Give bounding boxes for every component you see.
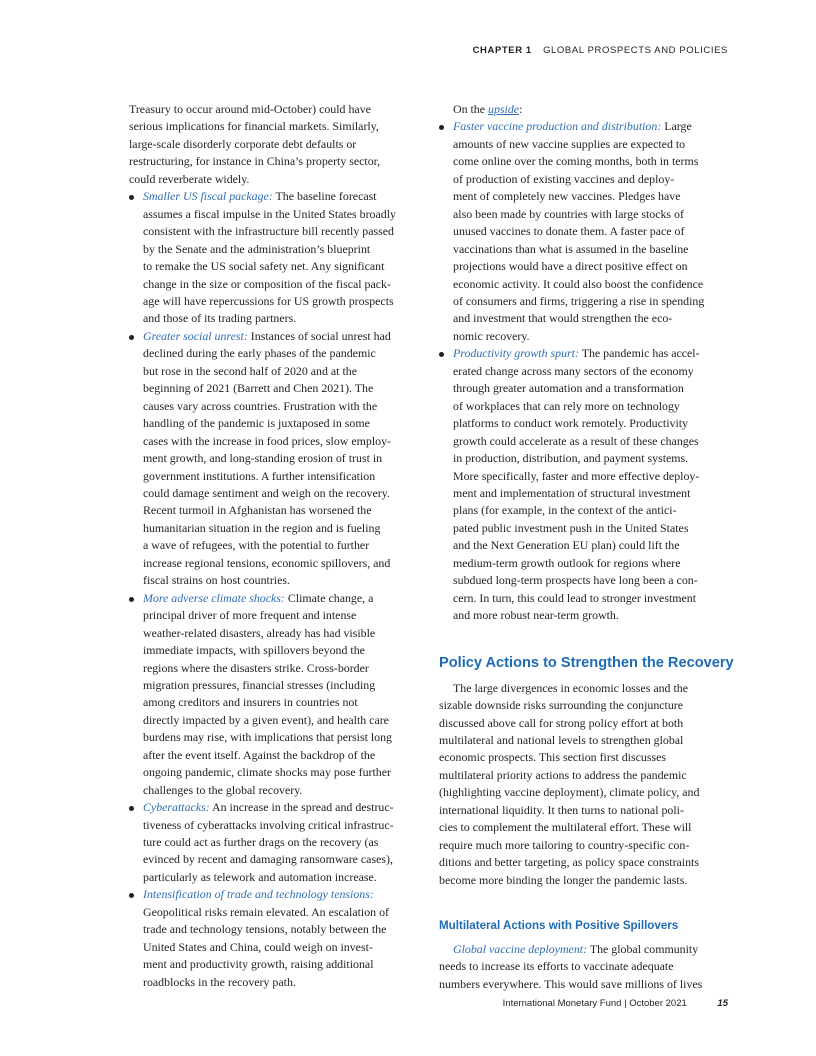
paragraph-term: Global vaccine deployment:	[453, 942, 588, 957]
bullet-trade-tensions	[129, 886, 419, 991]
text-line: particularly as telework and automation increase.	[143, 869, 377, 884]
text-line: The pandemic has accel-	[581, 346, 700, 361]
text-line: discussed above call for strong policy effort at both	[439, 715, 684, 730]
text-line: assumes a fiscal impulse in the United States broadly	[143, 206, 396, 221]
text-line: immediate impacts, with spillovers beyond the	[143, 643, 365, 658]
text-line: :	[519, 102, 523, 116]
text-line: age will have repercussions for US growth prospects	[143, 293, 394, 308]
text-line: amounts of new vaccine supplies are expected to	[453, 136, 686, 151]
text-line: migration pressures, financial stresses (including	[143, 677, 376, 692]
text-line: regions where the disasters strike. Cross-border	[143, 660, 369, 675]
text-line: Climate change, a	[287, 590, 374, 605]
text-line: change in the size or composition of the fiscal pack-	[143, 276, 391, 291]
page-number: 15	[717, 998, 728, 1009]
text-line: tiveness of cyberattacks involving critical infrastruc-	[143, 817, 394, 832]
text-line: could reverberate widely.	[129, 171, 250, 186]
text-line: platforms to conduct work remotely. Productivity	[453, 416, 689, 431]
text-line: Geopolitical risks remain elevated. An escalation of	[143, 904, 389, 919]
text-line: cies to complement the multilateral effort. These will	[439, 820, 692, 835]
text-line: sizable downside risks surrounding the conjuncture	[439, 698, 684, 713]
text-line: by the Senate and the administration’s blueprint	[143, 241, 371, 256]
text-line: economic prospects. This section first discusses	[439, 750, 666, 765]
text-line: handling of the pandemic is juxtaposed in some	[143, 416, 370, 431]
text-line: United States and China, could weigh on invest-	[143, 939, 373, 954]
text-line: On the	[453, 102, 486, 116]
text-line: vaccinations than what is assumed in the baseline	[453, 241, 689, 256]
running-head	[473, 45, 728, 56]
text-line: of consumers and firms, triggering a rise in spending	[453, 293, 705, 308]
bullet-term: Productivity growth spurt:	[453, 346, 579, 361]
page-footer	[503, 998, 728, 1009]
text-line: ditions and better targeting, as policy space constraints	[439, 855, 699, 870]
text-line: needs to increase its efforts to vaccinate adequate	[439, 959, 674, 974]
bullet-climate-shocks	[129, 590, 419, 799]
text-line: come online over the coming months, both in terms	[453, 154, 699, 169]
bullet-term: Cyberattacks:	[143, 800, 210, 815]
bullet-term: More adverse climate shocks:	[143, 590, 285, 605]
text-line: ongoing pandemic, climate shocks may pose further	[143, 765, 391, 780]
text-line: roadblocks in the recovery path.	[143, 974, 296, 989]
bullet-us-fiscal-package	[129, 188, 419, 328]
upside-intro	[439, 101, 734, 118]
text-line: ment of completely new vaccines. Pledges have	[453, 189, 681, 204]
text-line: cern. In turn, this could lead to stronger investment	[453, 590, 697, 605]
text-line: economic activity. It could also boost the confidence	[453, 276, 704, 291]
text-line: pated public investment push in the United States	[453, 520, 689, 535]
text-line: but rose in the second half of 2020 and at the	[143, 363, 357, 378]
text-line: government institutions. A further intensification	[143, 468, 376, 483]
text-line: beginning of 2021 (Barrett and Chen 2021). The	[143, 381, 374, 396]
text-line: unused vaccines to donate them. A faster pace of	[453, 224, 685, 239]
bullet-social-unrest	[129, 328, 419, 590]
text-line: medium-term growth outlook for regions where	[453, 555, 681, 570]
text-line: increase regional tensions, economic spillovers, and	[143, 555, 391, 570]
vaccine-deployment-paragraph	[439, 941, 734, 993]
bullet-term: Greater social unrest:	[143, 328, 248, 343]
text-line: The large divergences in economic losses and the	[453, 680, 688, 695]
text-line: Instances of social unrest had	[250, 328, 391, 343]
text-line: Recent turmoil in Afghanistan has worsened the	[143, 503, 372, 518]
text-line: become more binding the longer the pandemic lasts.	[439, 872, 688, 887]
section-heading-policy-actions: Policy Actions to Strengthen the Recovery	[439, 654, 734, 671]
text-line: erated change across many sectors of the economy	[453, 363, 694, 378]
text-line: and those of its trading partners.	[143, 311, 297, 326]
text-line: consistent with the infrastructure bill recently passed	[143, 224, 394, 239]
text-line: require much more tailoring to country-specific con-	[439, 837, 690, 852]
text-line: and the Next Generation EU plan) could lift the	[453, 538, 680, 553]
text-line: after the event itself. Against the backdrop of the	[143, 747, 376, 762]
text-line: causes vary across countries. Frustration with the	[143, 398, 378, 413]
text-line: principal driver of more frequent and intense	[143, 608, 357, 623]
text-line: of workplaces that can rely more on technology	[453, 398, 680, 413]
left-column	[129, 101, 419, 991]
text-line: growth could accelerate as a result of these changes	[453, 433, 699, 448]
text-line: ment growth, and long-standing erosion of trust in	[143, 451, 383, 466]
text-line: plans (for example, in the context of the antici-	[453, 503, 677, 518]
bullet-term: Intensification of trade and technology tensions:	[143, 887, 374, 902]
bullet-cyberattacks	[129, 799, 419, 886]
text-line: serious implications for financial markets. Similarly,	[129, 119, 379, 134]
text-line: and investment that would strengthen the eco-	[453, 311, 673, 326]
bullet-vaccine-production	[439, 118, 734, 345]
text-line: could damage sentiment and weigh on the recovery.	[143, 485, 390, 500]
bullet-term: Smaller US fiscal package:	[143, 189, 273, 204]
text-line: Treasury to occur around mid-October) could have	[129, 102, 371, 116]
text-line: subdued long-term prospects have long been a con-	[453, 573, 698, 588]
text-line: multilateral and national levels to strengthen global	[439, 732, 684, 747]
text-line: challenges to the global recovery.	[143, 782, 303, 797]
publication-info: International Monetary Fund | October 2021	[502, 998, 687, 1009]
text-line: burdens may rise, with implications that persist long	[143, 730, 393, 745]
text-line: restructuring, for instance in China’s property sector,	[129, 154, 381, 169]
text-line: large-scale disorderly corporate debt defaults or	[129, 136, 357, 151]
subsection-heading-multilateral: Multilateral Actions with Positive Spillovers	[439, 919, 679, 933]
text-line: ment and implementation of structural investment	[453, 485, 691, 500]
bullet-term: Faster vaccine production and distribution:	[453, 119, 662, 134]
text-line: humanitarian situation in the region and is fueling	[143, 520, 381, 535]
intro-paragraph	[129, 101, 419, 188]
text-line: ment and productivity growth, raising additional	[143, 957, 374, 972]
text-line: declined during the early phases of the pandemic	[143, 346, 376, 361]
text-line: numbers everywhere. This would save millions of lives	[439, 976, 703, 991]
policy-paragraph	[439, 680, 734, 889]
text-line: weather-related disasters, already has had visible	[143, 625, 376, 640]
text-line: The global community	[589, 942, 699, 957]
text-line: directly impacted by a given event), and health care	[143, 712, 389, 727]
text-line: More specifically, faster and more effective deploy-	[453, 468, 700, 483]
text-line: and more robust near-term growth.	[453, 608, 619, 623]
text-line: The baseline forecast	[275, 189, 377, 204]
text-line: An increase in the spread and destruc-	[212, 800, 394, 815]
bullet-productivity-spurt	[439, 345, 734, 624]
text-line: trade and technology tensions, notably between the	[143, 922, 387, 937]
right-column	[439, 101, 734, 993]
text-line: Large	[664, 119, 692, 134]
text-line: a wave of refugees, with the potential to further	[143, 538, 370, 553]
upside-link[interactable]: upside	[488, 102, 520, 116]
text-line: nomic recovery.	[453, 328, 530, 343]
chapter-title: GLOBAL PROSPECTS AND POLICIES	[543, 45, 728, 56]
text-line: also been made by countries with large stocks of	[453, 206, 684, 221]
text-line: cases with the increase in food prices, slow employ-	[143, 433, 391, 448]
text-line: through greater automation and a transformation	[453, 381, 684, 396]
text-line: among creditors and insurers in countries not	[143, 695, 358, 710]
text-line: international liquidity. It then turns to national poli-	[439, 802, 684, 817]
text-line: projections would have a direct positive effect on	[453, 259, 688, 274]
text-line: fiscal strains on host countries.	[143, 573, 290, 588]
chapter-label: CHAPTER 1	[472, 45, 532, 56]
text-line: (highlighting vaccine deployment), climate policy, and	[439, 785, 700, 800]
text-line: to remake the US social safety net. Any significant	[143, 259, 385, 274]
text-line: of production of existing vaccines and deploy-	[453, 171, 675, 186]
text-line: in production, distribution, and payment systems.	[453, 451, 689, 466]
text-line: evinced by recent and damaging ransomware cases),	[143, 852, 393, 867]
text-line: multilateral priority actions to address the pandemic	[439, 767, 687, 782]
text-line: ture could act as further drags on the recovery (as	[143, 835, 379, 850]
